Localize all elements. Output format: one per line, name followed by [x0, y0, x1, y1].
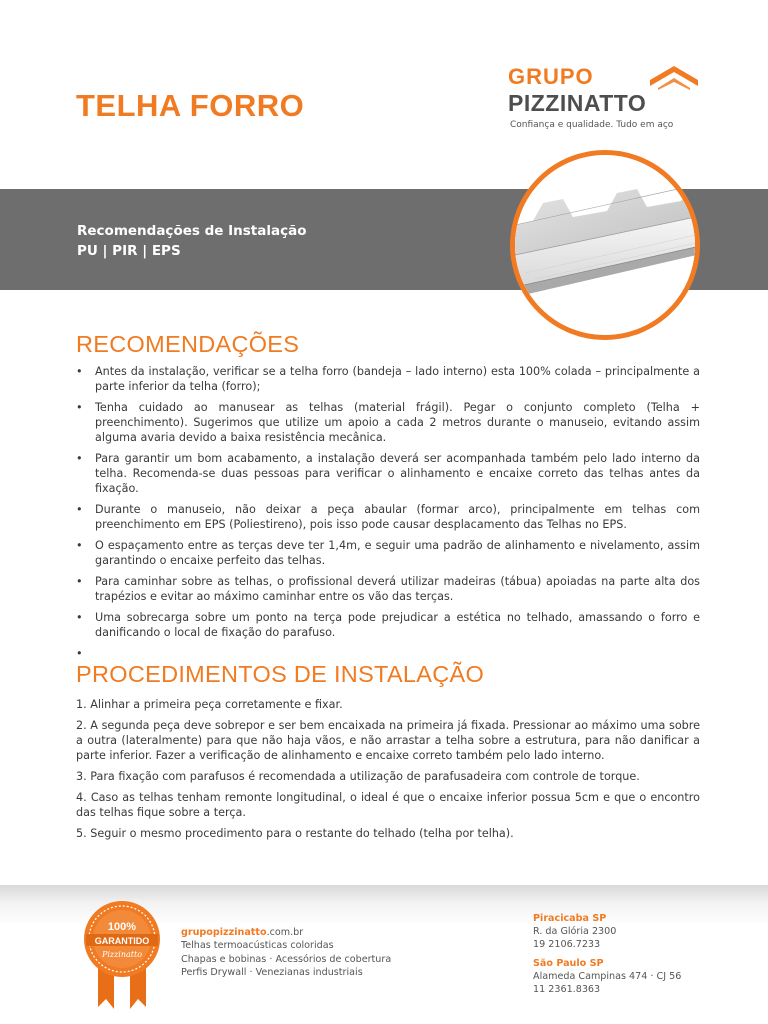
roof-tile-image — [510, 150, 700, 340]
address-city: Piracicaba SP — [533, 913, 607, 924]
procedure-step: 5. Seguir o mesmo procedimento para o restante do telhado (telha por telha). — [76, 827, 514, 840]
company-logo — [508, 60, 708, 136]
footer-line: Perfis Drywall · Venezianas industriais — [181, 966, 363, 978]
footer-line: Telhas termoacústicas coloridas — [181, 940, 334, 952]
list-item-empty — [76, 646, 700, 661]
badge-garantido: GARANTIDO — [94, 936, 150, 946]
logo-text-pizzinatto: PIZZINATTO — [508, 90, 647, 116]
procedure-step: 1. Alinhar a primeira peça corretamente e fixar. — [76, 698, 343, 711]
procedures-list — [76, 697, 700, 847]
address-piracicaba — [533, 912, 616, 951]
badge-signature: Pizzinatto — [101, 950, 143, 959]
address-street: R. da Glória 2300 — [533, 926, 617, 937]
guarantee-badge-icon — [80, 897, 164, 1009]
address-sao-paulo — [533, 957, 681, 996]
list-item: • Tenha cuidado ao manusear as telhas (material frágil). Pegar o conjunto completo (Telha + preenchimento). Sugerimos que utilize um apoio a cada 2 metros durante o manuseio, evitando assim alguma avaria devido a baixa resistência mecânica. — [76, 400, 700, 445]
band-product-types: PU | PIR | EPS — [77, 243, 181, 259]
list-item: • Antes da instalação, verificar se a telha forro (bandeja – lado interno) esta 100% colada – principalmente a parte inferior da telha (forro); — [76, 364, 700, 394]
page-title: TELHA FORRO — [76, 88, 305, 123]
footer-info — [181, 926, 391, 979]
band-subtitle: Recomendações de Instalação — [77, 223, 307, 239]
procedure-step: 4. Caso as telhas tenham remonte longitudinal, o ideal é que o encaixe inferior possua 5cm e que o encontro das telhas fique sobre a terça. — [76, 791, 700, 819]
list-item: • Durante o manuseio, não deixar a peça abaular (formar arco), principalmente em telhas com preenchimento em EPS (Poliestireno), pois isso pode causar desplacamento das Telhas no EPS. — [76, 502, 700, 532]
website-link[interactable]: grupopizzinatto.com.br — [181, 927, 304, 938]
badge-percent: 100% — [107, 921, 137, 933]
procedure-step: 3. Para fixação com parafusos é recomendada a utilização de parafusadeira com controle de torque. — [76, 770, 640, 783]
logo-text-grupo: GRUPO — [508, 64, 594, 89]
procedures-title: PROCEDIMENTOS DE INSTALAÇÃO — [76, 661, 485, 687]
address-city: São Paulo SP — [533, 958, 604, 969]
list-item: • O espaçamento entre as terças deve ter 1,4m, e seguir uma padrão de alinhamento e nivelamento, assim garantindo o encaixe perfeito das telhas. — [76, 538, 700, 568]
list-item: • Para garantir um bom acabamento, a instalação deverá ser acompanhada também pelo lado interno da telha. Recomenda-se duas pessoas para verificar o alinhamento e encaixe correto das telhas antes da fixação. — [76, 451, 700, 496]
roof-tile-illustration — [515, 155, 695, 335]
address-phone: 19 2106.7233 — [533, 939, 601, 950]
logo-tagline: Confiança e qualidade. Tudo em aço — [510, 120, 674, 130]
recommendations-title: RECOMENDAÇÕES — [76, 331, 300, 357]
footer-line: Chapas e bobinas · Acessórios de cobertura — [181, 953, 392, 965]
recommendations-list — [76, 364, 700, 661]
address-phone: 11 2361.8363 — [533, 984, 601, 995]
address-street: Alameda Campinas 474 · CJ 56 — [533, 971, 682, 982]
roof-logo-icon — [648, 62, 700, 90]
list-item: • Para caminhar sobre as telhas, o profissional deverá utilizar madeiras (tábua) apoiadas na parte alta dos trapézios e evitar ao máximo caminhar entre os vão das terças. — [76, 574, 700, 604]
procedure-step: 2. A segunda peça deve sobrepor e ser bem encaixada na primeira já fixada. Pressionar ao máximo uma sobre a outra (lateralmente) para que não haja vãos, e não arrastar a telha sobre a estrutura, para não danificar a parte inferior. Fazer a verificação de alinhamento e encaixe correto também pelo lado interno. — [76, 719, 700, 762]
list-item: • Uma sobrecarga sobre um ponto na terça pode prejudicar a estética no telhado, amassando o forro e danificando o local de fixação do parafuso. — [76, 610, 700, 640]
